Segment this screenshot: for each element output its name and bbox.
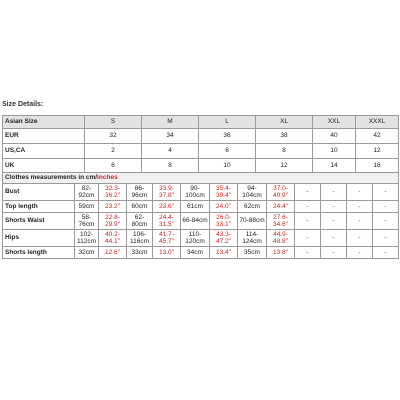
empty-cell: - (373, 201, 399, 213)
caption-prefix: Clothes measurements in cm/ (5, 174, 98, 182)
cm-value: 110-​120cm (181, 230, 210, 247)
size-row-eur (3, 129, 399, 144)
size-value: 12 (356, 144, 399, 159)
row-label: EUR (3, 129, 85, 144)
inch-value: 24.4" (267, 201, 295, 213)
cm-value: 90-​100cm (181, 184, 210, 201)
size-value: 6 (85, 159, 142, 174)
measurement-row (3, 230, 399, 247)
inch-value: 22.8-​29.9" (99, 213, 127, 230)
size-header-cell: M (142, 116, 199, 129)
empty-cell: - (295, 247, 321, 259)
size-header-row (3, 116, 399, 129)
row-label: UK (3, 159, 85, 174)
inch-value: 23.6" (153, 201, 181, 213)
size-value: 12 (256, 159, 313, 174)
size-value: 10 (199, 159, 256, 174)
cm-value: 33cm (127, 247, 153, 259)
inch-value: 44.9-​48.8" (267, 230, 295, 247)
measurement-label: Shorts Waist (3, 213, 75, 230)
empty-cell: - (347, 213, 373, 230)
inch-value: 32.3-​36.2" (99, 184, 127, 201)
inch-value: 26.0-​33.1" (210, 213, 238, 230)
cm-value: 59cm (75, 201, 99, 213)
empty-cell: - (373, 247, 399, 259)
size-value: 8 (142, 159, 199, 174)
size-value: 38 (256, 129, 313, 144)
page-title: Size Details: (2, 101, 44, 108)
size-value: 34 (142, 129, 199, 144)
inch-value: 13.8" (267, 247, 295, 259)
size-value: 6 (199, 144, 256, 159)
cm-value: 114-​124cm (238, 230, 267, 247)
size-header-cell: XXXL (356, 116, 399, 129)
cm-value: 70-​88cm (238, 213, 267, 230)
empty-cell: - (321, 230, 347, 247)
inch-value: 24.4-​31.5" (153, 213, 181, 230)
empty-cell: - (321, 184, 347, 201)
size-header-cell: XXL (313, 116, 356, 129)
row-label: US,CA (3, 144, 85, 159)
size-value: 16 (356, 159, 399, 174)
measurements-body (3, 184, 399, 259)
empty-cell: - (373, 230, 399, 247)
size-conversion-table (2, 115, 399, 174)
cm-value: 34cm (181, 247, 210, 259)
empty-cell: - (347, 230, 373, 247)
cm-value: 58-​76cm (75, 213, 99, 230)
cm-value: 60cm (127, 201, 153, 213)
measurement-label: Shorts length (3, 247, 75, 259)
size-header-cell: L (199, 116, 256, 129)
size-value: 40 (313, 129, 356, 144)
size-value: 36 (199, 129, 256, 144)
size-header-cell: XL (256, 116, 313, 129)
empty-cell: - (347, 184, 373, 201)
empty-cell: - (295, 230, 321, 247)
measurement-label: Hips (3, 230, 75, 247)
cm-value: 106-​116cm (127, 230, 153, 247)
inch-value: 43.3-​47.2" (210, 230, 238, 247)
size-value: 8 (256, 144, 313, 159)
empty-cell: - (295, 201, 321, 213)
empty-cell: - (347, 201, 373, 213)
inch-value: 24.0" (210, 201, 238, 213)
cm-value: 82-​92cm (75, 184, 99, 201)
size-row-us-ca (3, 144, 399, 159)
size-value: 32 (85, 129, 142, 144)
measurement-row (3, 247, 399, 259)
size-value: 2 (85, 144, 142, 159)
inch-value: 13.4" (210, 247, 238, 259)
measurement-label: Top length (3, 201, 75, 213)
inch-value: 40.2-​44.1" (99, 230, 127, 247)
cm-value: 62cm (238, 201, 267, 213)
measurements-table (2, 172, 399, 259)
inch-value: 13.0" (153, 247, 181, 259)
inch-value: 33.9-​37.8" (153, 184, 181, 201)
empty-cell: - (295, 184, 321, 201)
measurements-caption (3, 173, 399, 184)
inch-value: 27.6-​34.6" (267, 213, 295, 230)
cm-value: 94-​104cm (238, 184, 267, 201)
cm-value: 32cm (75, 247, 99, 259)
size-value: 14 (313, 159, 356, 174)
cm-value: 86-​96cm (127, 184, 153, 201)
inch-value: 23.2" (99, 201, 127, 213)
cm-value: 102-​112cm (75, 230, 99, 247)
measurement-row (3, 213, 399, 230)
empty-cell: - (373, 184, 399, 201)
size-header-cell: Asian Size (3, 116, 85, 129)
empty-cell: - (321, 213, 347, 230)
cm-value: 61cm (181, 201, 210, 213)
empty-cell: - (295, 213, 321, 230)
measurements-caption-row (3, 173, 399, 184)
measurement-row (3, 184, 399, 201)
cm-value: 66-​84cm (181, 213, 210, 230)
measurement-row (3, 201, 399, 213)
measurement-label: Bust (3, 184, 75, 201)
inch-value: 41.7-​45.7" (153, 230, 181, 247)
cm-value: 62-​80cm (127, 213, 153, 230)
caption-inches: inches (97, 174, 118, 182)
empty-cell: - (373, 213, 399, 230)
inch-value: 12.6" (99, 247, 127, 259)
size-header-cell: S (85, 116, 142, 129)
empty-cell: - (321, 201, 347, 213)
size-value: 4 (142, 144, 199, 159)
inch-value: 35.4-​39.4" (210, 184, 238, 201)
size-value: 10 (313, 144, 356, 159)
inch-value: 37.0-​40.9" (267, 184, 295, 201)
empty-cell: - (347, 247, 373, 259)
cm-value: 35cm (238, 247, 267, 259)
empty-cell: - (321, 247, 347, 259)
size-value: 42 (356, 129, 399, 144)
